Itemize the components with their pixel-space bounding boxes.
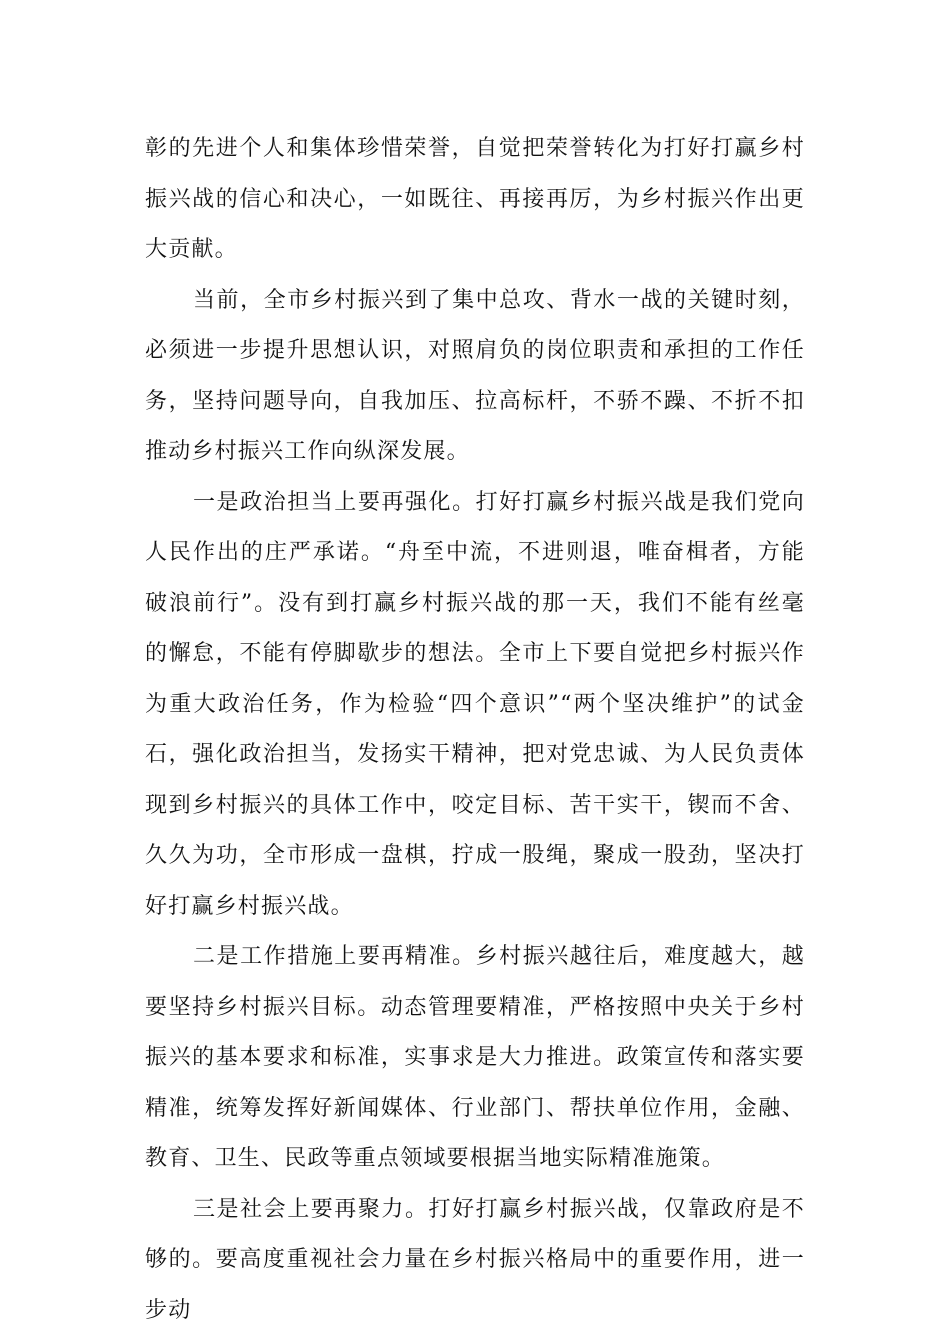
paragraph-current-situation: 当前，全市乡村振兴到了集中总攻、背水一战的关键时刻，必须进一步提升思想认识，对照肩负的岗位职责和承担的工作任务，坚持问题导向，自我加压、拉高标杆，不骄不躁、不折不扣推动乡村振兴工作向纵深发展。: [145, 287, 805, 464]
paragraph-social-forces: 三是社会上要再聚力。打好打赢乡村振兴战，仅靠政府是不够的。要高度重视社会力量在乡村振兴格局中的重要作用，进一步动: [145, 1196, 805, 1323]
paragraph-continuation: 彰的先进个人和集体珍惜荣誉，自觉把荣誉转化为打好打赢乡村振兴战的信心和决心，一如既往、再接再厉，为乡村振兴作出更大贡献。: [145, 136, 805, 262]
document-body: [145, 124, 805, 1336]
paragraph-work-measures: 二是工作措施上要再精准。乡村振兴越往后，难度越大，越要坚持乡村振兴目标。动态管理要精准，严格按照中央关于乡村振兴的基本要求和标准，实事求是大力推进。政策宣传和落实要精准，统筹发挥好新闻媒体、行业部门、帮扶单位作用，金融、教育、卫生、民政等重点领域要根据当地实际精准施策。: [145, 944, 805, 1171]
paragraph-political-responsibility: 一是政治担当上要再强化。打好打赢乡村振兴战是我们党向人民作出的庄严承诺。“舟至中流，不进则退，唯奋楫者，方能破浪前行”。没有到打赢乡村振兴战的那一天，我们不能有丝毫的懈怠，不能有停脚歇步的想法。全市上下要自觉把乡村振兴作为重大政治任务，作为检验“四个意识”“两个坚决维护”的试金石，强化政治担当，发扬实干精神，把对党忠诚、为人民负责体现到乡村振兴的具体工作中，咬定目标、苦干实干，锲而不舍、久久为功，全市形成一盘棋，拧成一股绳，聚成一股劲，坚决打好打赢乡村振兴战。: [145, 489, 805, 919]
